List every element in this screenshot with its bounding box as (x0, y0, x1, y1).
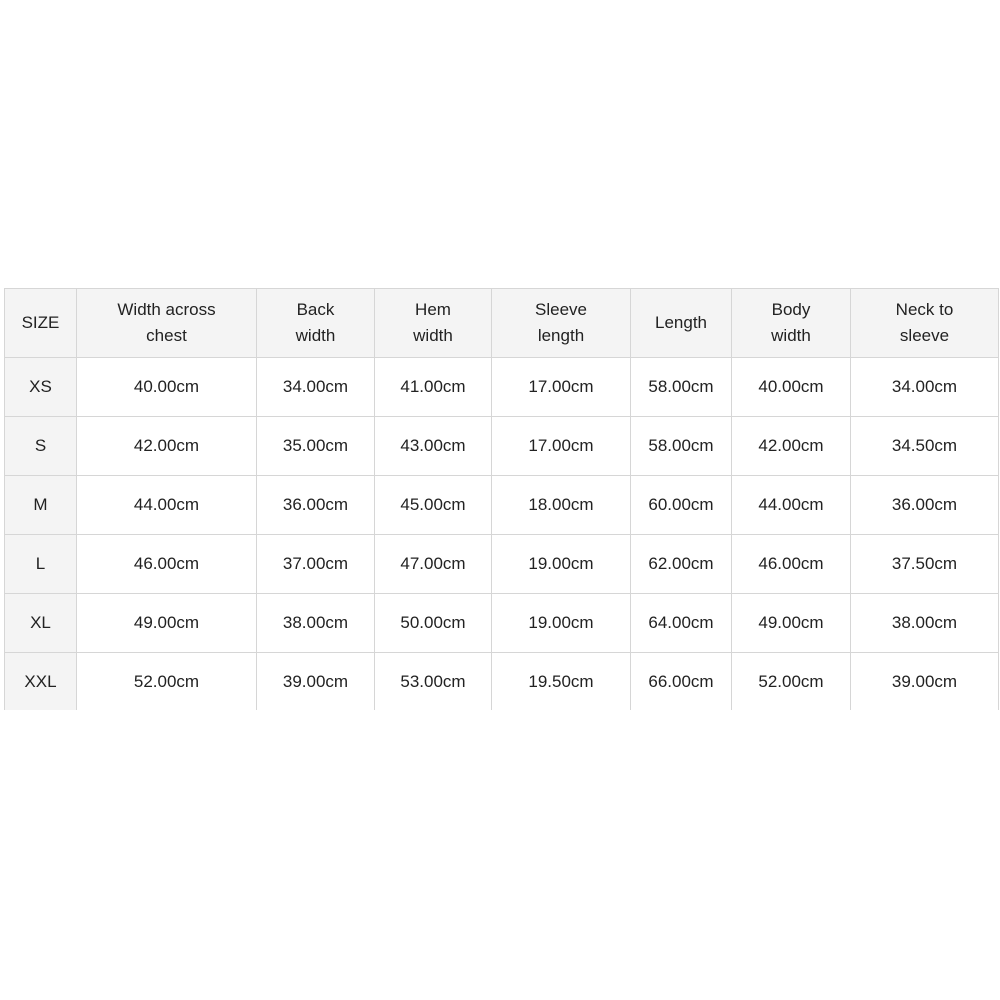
table-cell: 18.00cm (492, 476, 631, 535)
table-cell: 60.00cm (631, 476, 732, 535)
table-row (5, 358, 999, 417)
header-length: Length (631, 289, 732, 358)
table-cell: 66.00cm (631, 653, 732, 711)
size-cell: XS (5, 358, 77, 417)
header-hem-width: Hem width (375, 289, 492, 358)
table-cell: 17.00cm (492, 358, 631, 417)
table-row (5, 476, 999, 535)
table-cell: 34.00cm (851, 358, 999, 417)
table-cell: 44.00cm (77, 476, 257, 535)
table-cell: 39.00cm (851, 653, 999, 711)
header-neck-to-sleeve: Neck to sleeve (851, 289, 999, 358)
table-row (5, 535, 999, 594)
table-cell: 34.50cm (851, 417, 999, 476)
header-back-width: Back width (257, 289, 375, 358)
header-size: SIZE (5, 289, 77, 358)
table-cell: 45.00cm (375, 476, 492, 535)
table-cell: 46.00cm (77, 535, 257, 594)
table-cell: 36.00cm (257, 476, 375, 535)
table-cell: 42.00cm (77, 417, 257, 476)
table-cell: 34.00cm (257, 358, 375, 417)
header-width-across-chest: Width across chest (77, 289, 257, 358)
table-cell: 43.00cm (375, 417, 492, 476)
table-cell: 38.00cm (851, 594, 999, 653)
table-cell: 17.00cm (492, 417, 631, 476)
table-cell: 49.00cm (732, 594, 851, 653)
table-cell: 19.00cm (492, 535, 631, 594)
table-cell: 58.00cm (631, 358, 732, 417)
table-row (5, 594, 999, 653)
table-cell: 58.00cm (631, 417, 732, 476)
table-cell: 37.00cm (257, 535, 375, 594)
table-cell: 40.00cm (732, 358, 851, 417)
table-row (5, 417, 999, 476)
header-sleeve-length: Sleeve length (492, 289, 631, 358)
size-chart-table (4, 288, 999, 710)
table-cell: 52.00cm (732, 653, 851, 711)
size-cell: S (5, 417, 77, 476)
table-cell: 35.00cm (257, 417, 375, 476)
table-cell: 36.00cm (851, 476, 999, 535)
table-cell: 52.00cm (77, 653, 257, 711)
size-cell: M (5, 476, 77, 535)
table-cell: 53.00cm (375, 653, 492, 711)
size-cell: XL (5, 594, 77, 653)
size-cell: L (5, 535, 77, 594)
table-cell: 62.00cm (631, 535, 732, 594)
header-row (5, 289, 999, 358)
table-cell: 19.00cm (492, 594, 631, 653)
header-body-width: Body width (732, 289, 851, 358)
table-row (5, 653, 999, 711)
table-cell: 19.50cm (492, 653, 631, 711)
table-cell: 49.00cm (77, 594, 257, 653)
table-cell: 41.00cm (375, 358, 492, 417)
table-cell: 42.00cm (732, 417, 851, 476)
table-cell: 46.00cm (732, 535, 851, 594)
table-cell: 64.00cm (631, 594, 732, 653)
table-cell: 50.00cm (375, 594, 492, 653)
table-cell: 38.00cm (257, 594, 375, 653)
table-cell: 44.00cm (732, 476, 851, 535)
table-cell: 40.00cm (77, 358, 257, 417)
table-cell: 47.00cm (375, 535, 492, 594)
table-cell: 37.50cm (851, 535, 999, 594)
table-cell: 39.00cm (257, 653, 375, 711)
size-cell: XXL (5, 653, 77, 711)
